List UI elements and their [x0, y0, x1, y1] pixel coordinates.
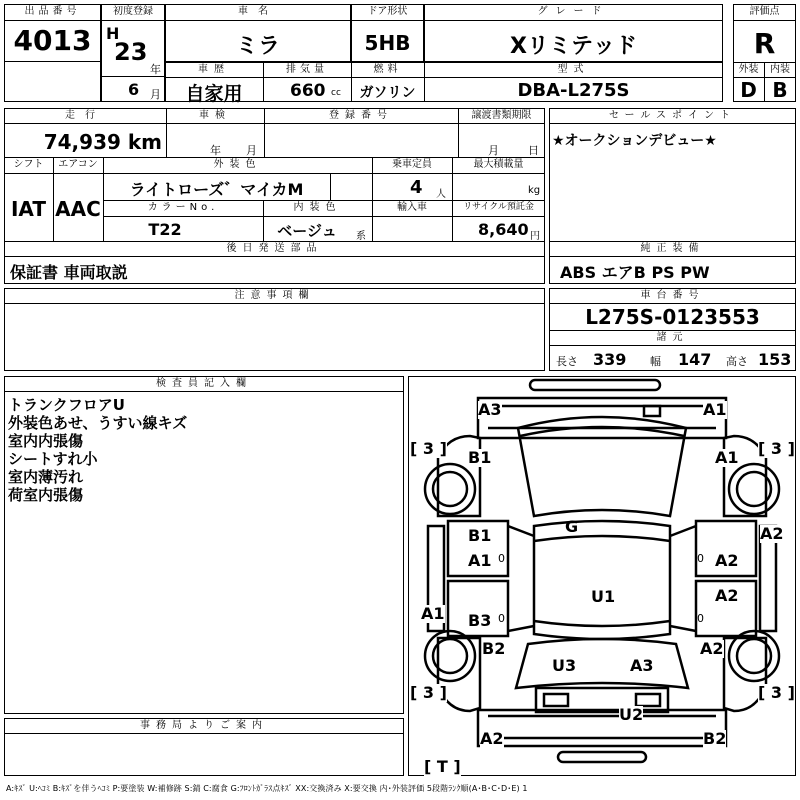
damage-mark: B1 — [468, 526, 492, 545]
inspection-month-unit: 月 — [246, 144, 257, 157]
load-label: 最大積載量 — [473, 159, 524, 170]
era: H — [106, 24, 120, 43]
reg-month: 6 — [128, 80, 140, 99]
shift-label: シフト — [13, 159, 44, 170]
score-label: 評価点 — [749, 6, 780, 17]
width: 147 — [678, 350, 712, 369]
equipment-text: ABS エアB PS PW — [560, 263, 710, 282]
width-label: 幅 — [650, 355, 661, 368]
ac: AAC — [55, 197, 101, 221]
shift: IAT — [10, 197, 46, 221]
inspector-line: 室内内張傷 — [8, 432, 84, 450]
damage-mark: A2 — [760, 524, 784, 543]
damage-mark: U3 — [552, 656, 577, 675]
office-label: 事務局よりご案内 — [140, 720, 268, 731]
grade: Xリミテッド — [510, 34, 637, 59]
damage-mark: A3 — [630, 656, 654, 675]
zero-mark: 0 — [697, 552, 704, 565]
fuel: ガソリン — [359, 85, 416, 101]
capacity-unit: 人 — [436, 189, 446, 200]
car-name: ミラ — [235, 34, 280, 59]
ac-label: エアコン — [58, 159, 98, 170]
color-no-label: カラーNo. — [147, 202, 219, 213]
displacement: 660 — [290, 81, 326, 101]
recycle: 8,640 — [478, 220, 529, 239]
int-score-label: 内装 — [770, 64, 790, 75]
door-label: ドア形状 — [367, 6, 408, 17]
height: 153 — [758, 350, 792, 369]
damage-mark: A2 — [715, 551, 739, 570]
capacity-label: 乗車定員 — [392, 159, 432, 170]
grade-label: グレード — [537, 6, 610, 17]
spec-label: 諸元 — [656, 332, 689, 343]
inspection-label: 車検 — [199, 110, 231, 121]
damage-mark: A1 — [421, 604, 445, 623]
spare-tire-mark: [ T ] — [424, 757, 461, 776]
reg-year: 23 — [114, 38, 148, 66]
first-reg-label: 初度登録 — [113, 6, 153, 17]
tire-mark: [ 3 ] — [410, 439, 447, 458]
transfer-day-unit: 日 — [528, 144, 539, 157]
later-parts: 保証書 車両取説 — [10, 263, 128, 282]
damage-mark: A3 — [478, 400, 502, 419]
sales-text: ★オークションデビュー★ — [552, 133, 717, 149]
car-name-label: 車名 — [238, 6, 278, 17]
year-unit: 年 — [150, 63, 161, 76]
import-label: 輸入車 — [397, 202, 427, 213]
lot-label: 出品番号 — [24, 6, 81, 17]
sales-label: セールスポイント — [608, 110, 737, 121]
damage-mark: A1 — [468, 551, 492, 570]
tire-mark: [ 3 ] — [410, 683, 447, 702]
length: 339 — [593, 350, 627, 369]
inspector-line: 外装色あせ、うすい線キズ — [8, 414, 188, 432]
damage-mark: U1 — [591, 587, 616, 606]
history: 自家用 — [185, 83, 243, 105]
interior-color-label: 内装色 — [293, 202, 342, 213]
equipment-label: 純正装備 — [640, 243, 705, 254]
int-score: B — [772, 78, 788, 102]
fuel-label: 燃料 — [373, 64, 402, 75]
tire-mark: [ 3 ] — [758, 439, 795, 458]
damage-mark: A1 — [703, 400, 727, 419]
damage-mark: B2 — [482, 639, 506, 658]
inspector-line: トランクフロアU — [8, 396, 125, 414]
chassis-label: 車台番号 — [640, 290, 705, 301]
later-label: 後日発送部品 — [226, 243, 323, 254]
damage-mark: A2 — [700, 639, 724, 658]
car-diagram — [408, 376, 796, 776]
recycle-label: リサイクル預託金 — [463, 202, 534, 212]
reg-no-label: 登録番号 — [329, 110, 393, 121]
height-label: 高さ — [726, 355, 748, 368]
length-label: 長さ — [556, 355, 578, 368]
color-label: 外装色 — [213, 159, 262, 170]
inspector-label: 検査員記入欄 — [156, 378, 252, 389]
transfer-month-unit: 月 — [488, 144, 499, 157]
damage-mark: G — [565, 517, 579, 536]
mileage: 74,939 km — [43, 130, 162, 154]
inspector-line: 室内薄汚れ — [8, 468, 84, 486]
mileage-label: 走行 — [65, 110, 105, 121]
exterior-color: ライトローズ゛マイカM — [129, 180, 304, 199]
zero-mark: 0 — [697, 612, 704, 625]
inspector-line: シートすれ小 — [8, 450, 98, 468]
tire-mark: [ 3 ] — [758, 683, 795, 702]
damage-mark: A2 — [480, 729, 504, 748]
zero-mark: 0 — [498, 612, 505, 625]
inspector-line: 荷室内張傷 — [8, 486, 84, 504]
chassis-number: L275S-0123553 — [585, 305, 760, 329]
interior-color: ベージュ — [277, 222, 337, 240]
ext-score-label: 外装 — [738, 64, 759, 75]
model: DBA-L275S — [517, 80, 630, 101]
transfer-label: 譲渡書類期限 — [471, 110, 532, 121]
legend: A:ｷｽﾞ U:ﾍｺﾐ B:ｷｽﾞを伴うﾍｺﾐ P:要塗装 W:補修跡 S:錆 C:腐食 G:ﾌﾛﾝﾄｶﾞﾗｽ点ｷｽﾞ XX:交換済み X:要交換 内･外装評価 5段階ﾗﾝｸ順(A･B･C･D･E) 1 — [6, 784, 528, 793]
damage-mark: B2 — [703, 729, 727, 748]
inspection-year-unit: 年 — [210, 144, 221, 157]
recycle-unit: 円 — [530, 231, 540, 242]
ext-score: D — [740, 78, 757, 102]
interior-color-unit: 系 — [356, 231, 366, 242]
color-no: T22 — [148, 220, 182, 239]
damage-mark: A1 — [715, 448, 739, 467]
door-type: 5HB — [364, 31, 411, 55]
load-unit: kg — [528, 185, 541, 196]
model-label: 型式 — [557, 64, 590, 75]
damage-mark: U2 — [619, 705, 644, 724]
score: R — [753, 27, 776, 60]
history-label: 車歴 — [198, 64, 230, 75]
lot-number: 4013 — [13, 24, 92, 57]
notes-label: 注意事項欄 — [234, 290, 315, 301]
capacity: 4 — [410, 177, 423, 198]
displacement-label: 排気量 — [286, 64, 328, 75]
zero-mark: 0 — [498, 552, 505, 565]
damage-mark: B1 — [468, 448, 492, 467]
damage-mark: A2 — [715, 586, 739, 605]
month-unit: 月 — [150, 88, 161, 101]
displacement-unit: cc — [331, 88, 341, 98]
damage-mark: B3 — [468, 611, 492, 630]
